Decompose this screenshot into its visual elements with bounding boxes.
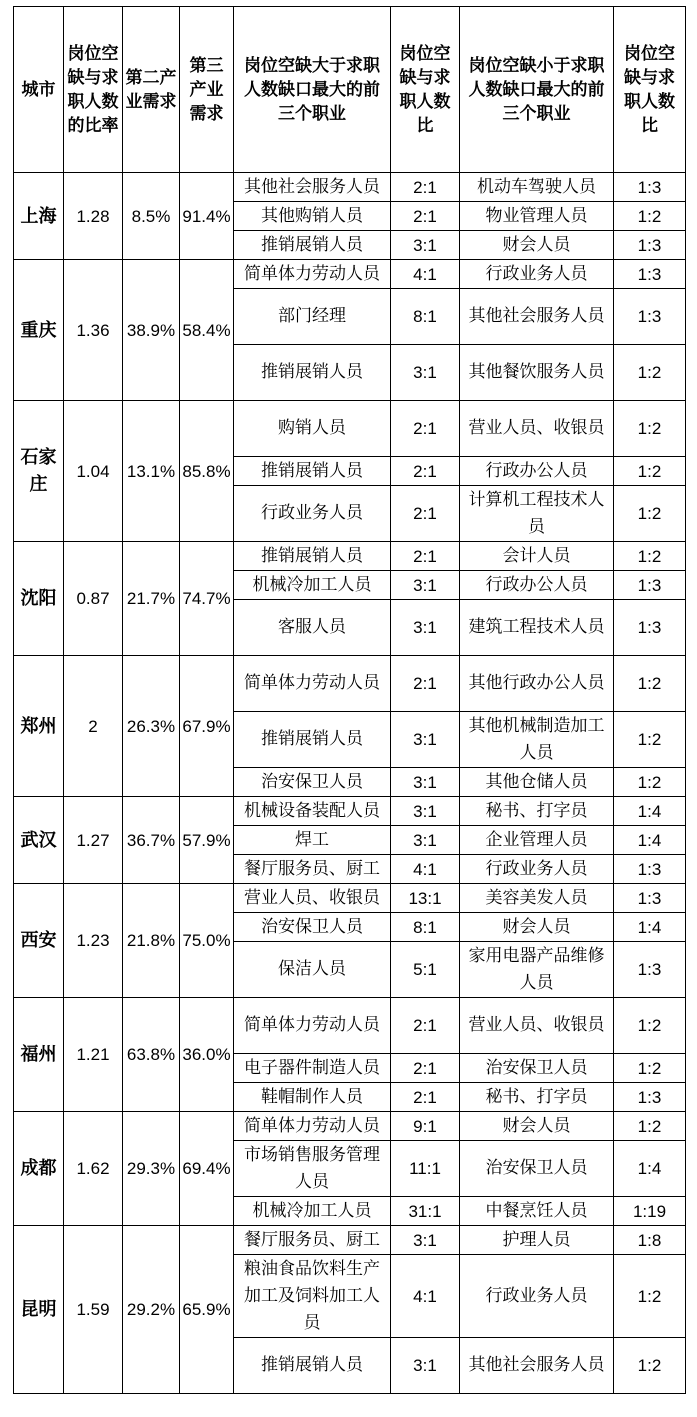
surplus-occupation: 其他仓储人员 bbox=[460, 768, 614, 797]
header-city: 城市 bbox=[14, 7, 64, 173]
shortage-ratio: 4:1 bbox=[391, 1255, 460, 1338]
city-ratio: 1.21 bbox=[64, 998, 123, 1112]
city-name: 上海 bbox=[14, 173, 64, 260]
secondary-demand: 26.3% bbox=[123, 656, 180, 797]
secondary-demand: 21.8% bbox=[123, 884, 180, 998]
surplus-ratio: 1:2 bbox=[614, 1054, 686, 1083]
table-row bbox=[14, 797, 686, 826]
city-ratio: 0.87 bbox=[64, 542, 123, 656]
surplus-ratio: 1:2 bbox=[614, 768, 686, 797]
shortage-occupation: 推销展销人员 bbox=[234, 345, 391, 401]
surplus-ratio: 1:2 bbox=[614, 1255, 686, 1338]
surplus-ratio: 1:3 bbox=[614, 855, 686, 884]
surplus-occupation: 行政业务人员 bbox=[460, 260, 614, 289]
city-name: 福州 bbox=[14, 998, 64, 1112]
surplus-occupation: 秘书、打字员 bbox=[460, 1083, 614, 1112]
shortage-occupation: 推销展销人员 bbox=[234, 457, 391, 486]
surplus-occupation: 计算机工程技术人员 bbox=[460, 486, 614, 542]
shortage-ratio: 3:1 bbox=[391, 231, 460, 260]
surplus-ratio: 1:4 bbox=[614, 826, 686, 855]
shortage-ratio: 31:1 bbox=[391, 1197, 460, 1226]
surplus-occupation: 其他行政办公人员 bbox=[460, 656, 614, 712]
table-row bbox=[14, 542, 686, 571]
surplus-occupation: 行政办公人员 bbox=[460, 457, 614, 486]
tertiary-demand: 85.8% bbox=[180, 401, 234, 542]
surplus-occupation: 财会人员 bbox=[460, 913, 614, 942]
shortage-occupation: 简单体力劳动人员 bbox=[234, 1112, 391, 1141]
shortage-ratio: 2:1 bbox=[391, 457, 460, 486]
table-row bbox=[14, 1112, 686, 1141]
city-ratio: 1.28 bbox=[64, 173, 123, 260]
surplus-occupation: 美容美发人员 bbox=[460, 884, 614, 913]
shortage-ratio: 5:1 bbox=[391, 942, 460, 998]
surplus-ratio: 1:3 bbox=[614, 1083, 686, 1112]
shortage-occupation: 机械冷加工人员 bbox=[234, 1197, 391, 1226]
secondary-demand: 63.8% bbox=[123, 998, 180, 1112]
city-ratio: 1.27 bbox=[64, 797, 123, 884]
city-ratio: 1.23 bbox=[64, 884, 123, 998]
surplus-ratio: 1:2 bbox=[614, 542, 686, 571]
shortage-ratio: 3:1 bbox=[391, 345, 460, 401]
surplus-ratio: 1:4 bbox=[614, 797, 686, 826]
table-row bbox=[14, 260, 686, 289]
shortage-occupation: 简单体力劳动人员 bbox=[234, 656, 391, 712]
secondary-demand: 36.7% bbox=[123, 797, 180, 884]
shortage-occupation: 餐厅服务员、厨工 bbox=[234, 1226, 391, 1255]
shortage-ratio: 3:1 bbox=[391, 712, 460, 768]
shortage-ratio: 4:1 bbox=[391, 855, 460, 884]
surplus-ratio: 1:2 bbox=[614, 345, 686, 401]
shortage-ratio: 9:1 bbox=[391, 1112, 460, 1141]
table-row bbox=[14, 656, 686, 712]
surplus-ratio: 1:2 bbox=[614, 401, 686, 457]
shortage-ratio: 3:1 bbox=[391, 826, 460, 855]
shortage-occupation: 机械设备装配人员 bbox=[234, 797, 391, 826]
shortage-ratio: 2:1 bbox=[391, 486, 460, 542]
surplus-ratio: 1:2 bbox=[614, 712, 686, 768]
tertiary-demand: 36.0% bbox=[180, 998, 234, 1112]
shortage-occupation: 机械冷加工人员 bbox=[234, 571, 391, 600]
shortage-occupation: 推销展销人员 bbox=[234, 231, 391, 260]
surplus-occupation: 其他社会服务人员 bbox=[460, 1338, 614, 1394]
surplus-occupation: 企业管理人员 bbox=[460, 826, 614, 855]
surplus-occupation: 财会人员 bbox=[460, 231, 614, 260]
shortage-occupation: 推销展销人员 bbox=[234, 1338, 391, 1394]
shortage-occupation: 购销人员 bbox=[234, 401, 391, 457]
surplus-occupation: 其他餐饮服务人员 bbox=[460, 345, 614, 401]
surplus-occupation: 秘书、打字员 bbox=[460, 797, 614, 826]
secondary-demand: 38.9% bbox=[123, 260, 180, 401]
city-name: 沈阳 bbox=[14, 542, 64, 656]
surplus-ratio: 1:2 bbox=[614, 998, 686, 1054]
secondary-demand: 29.2% bbox=[123, 1226, 180, 1394]
header-row bbox=[14, 7, 686, 173]
surplus-ratio: 1:3 bbox=[614, 884, 686, 913]
surplus-occupation: 行政业务人员 bbox=[460, 1255, 614, 1338]
surplus-occupation: 物业管理人员 bbox=[460, 202, 614, 231]
tertiary-demand: 65.9% bbox=[180, 1226, 234, 1394]
shortage-ratio: 3:1 bbox=[391, 1226, 460, 1255]
surplus-ratio: 1:2 bbox=[614, 457, 686, 486]
surplus-occupation: 其他机械制造加工人员 bbox=[460, 712, 614, 768]
surplus-occupation: 机动车驾驶人员 bbox=[460, 173, 614, 202]
shortage-occupation: 治安保卫人员 bbox=[234, 913, 391, 942]
shortage-occupation: 鞋帽制作人员 bbox=[234, 1083, 391, 1112]
header-top-surplus-ratio: 岗位空缺与求职人数比 bbox=[614, 7, 686, 173]
shortage-occupation: 焊工 bbox=[234, 826, 391, 855]
shortage-ratio: 2:1 bbox=[391, 542, 460, 571]
shortage-occupation: 餐厅服务员、厨工 bbox=[234, 855, 391, 884]
surplus-ratio: 1:3 bbox=[614, 231, 686, 260]
tertiary-demand: 57.9% bbox=[180, 797, 234, 884]
shortage-ratio: 4:1 bbox=[391, 260, 460, 289]
shortage-ratio: 3:1 bbox=[391, 600, 460, 656]
surplus-occupation: 财会人员 bbox=[460, 1112, 614, 1141]
surplus-ratio: 1:2 bbox=[614, 656, 686, 712]
shortage-occupation: 简单体力劳动人员 bbox=[234, 998, 391, 1054]
tertiary-demand: 74.7% bbox=[180, 542, 234, 656]
surplus-occupation: 行政办公人员 bbox=[460, 571, 614, 600]
shortage-occupation: 电子器件制造人员 bbox=[234, 1054, 391, 1083]
surplus-occupation: 营业人员、收银员 bbox=[460, 998, 614, 1054]
surplus-ratio: 1:3 bbox=[614, 600, 686, 656]
header-top-shortage: 岗位空缺大于求职人数缺口最大的前三个职业 bbox=[234, 7, 391, 173]
surplus-ratio: 1:3 bbox=[614, 942, 686, 998]
table-row bbox=[14, 1226, 686, 1255]
secondary-demand: 13.1% bbox=[123, 401, 180, 542]
surplus-occupation: 会计人员 bbox=[460, 542, 614, 571]
shortage-ratio: 11:1 bbox=[391, 1141, 460, 1197]
shortage-ratio: 13:1 bbox=[391, 884, 460, 913]
shortage-ratio: 2:1 bbox=[391, 656, 460, 712]
city-name: 石家庄 bbox=[14, 401, 64, 542]
surplus-occupation: 行政业务人员 bbox=[460, 855, 614, 884]
header-tertiary: 第三产业需求 bbox=[180, 7, 234, 173]
shortage-ratio: 3:1 bbox=[391, 797, 460, 826]
shortage-occupation: 简单体力劳动人员 bbox=[234, 260, 391, 289]
shortage-occupation: 推销展销人员 bbox=[234, 712, 391, 768]
surplus-ratio: 1:3 bbox=[614, 289, 686, 345]
table-body bbox=[14, 173, 686, 1394]
surplus-occupation: 营业人员、收银员 bbox=[460, 401, 614, 457]
tertiary-demand: 75.0% bbox=[180, 884, 234, 998]
shortage-occupation: 部门经理 bbox=[234, 289, 391, 345]
surplus-occupation: 治安保卫人员 bbox=[460, 1054, 614, 1083]
tertiary-demand: 67.9% bbox=[180, 656, 234, 797]
surplus-ratio: 1:4 bbox=[614, 913, 686, 942]
header-top-shortage-ratio: 岗位空缺与求职人数比 bbox=[391, 7, 460, 173]
shortage-ratio: 2:1 bbox=[391, 202, 460, 231]
header-secondary: 第二产业需求 bbox=[123, 7, 180, 173]
surplus-occupation: 治安保卫人员 bbox=[460, 1141, 614, 1197]
surplus-ratio: 1:3 bbox=[614, 173, 686, 202]
shortage-occupation: 客服人员 bbox=[234, 600, 391, 656]
shortage-ratio: 2:1 bbox=[391, 998, 460, 1054]
shortage-occupation: 治安保卫人员 bbox=[234, 768, 391, 797]
city-ratio: 1.62 bbox=[64, 1112, 123, 1226]
shortage-ratio: 8:1 bbox=[391, 289, 460, 345]
surplus-occupation: 其他社会服务人员 bbox=[460, 289, 614, 345]
employment-table bbox=[13, 6, 686, 1394]
city-ratio: 1.36 bbox=[64, 260, 123, 401]
city-name: 郑州 bbox=[14, 656, 64, 797]
shortage-occupation: 其他购销人员 bbox=[234, 202, 391, 231]
shortage-occupation: 行政业务人员 bbox=[234, 486, 391, 542]
shortage-ratio: 2:1 bbox=[391, 1083, 460, 1112]
shortage-ratio: 3:1 bbox=[391, 571, 460, 600]
surplus-ratio: 1:4 bbox=[614, 1141, 686, 1197]
surplus-ratio: 1:19 bbox=[614, 1197, 686, 1226]
shortage-occupation: 粮油食品饮料生产加工及饲料加工人员 bbox=[234, 1255, 391, 1338]
secondary-demand: 29.3% bbox=[123, 1112, 180, 1226]
shortage-occupation: 营业人员、收银员 bbox=[234, 884, 391, 913]
shortage-occupation: 市场销售服务管理人员 bbox=[234, 1141, 391, 1197]
city-ratio: 1.04 bbox=[64, 401, 123, 542]
tertiary-demand: 58.4% bbox=[180, 260, 234, 401]
shortage-occupation: 推销展销人员 bbox=[234, 542, 391, 571]
city-name: 西安 bbox=[14, 884, 64, 998]
shortage-ratio: 3:1 bbox=[391, 768, 460, 797]
header-top-surplus: 岗位空缺小于求职人数缺口最大的前三个职业 bbox=[460, 7, 614, 173]
surplus-ratio: 1:2 bbox=[614, 1338, 686, 1394]
secondary-demand: 21.7% bbox=[123, 542, 180, 656]
surplus-ratio: 1:2 bbox=[614, 202, 686, 231]
shortage-ratio: 3:1 bbox=[391, 1338, 460, 1394]
surplus-ratio: 1:3 bbox=[614, 260, 686, 289]
surplus-ratio: 1:2 bbox=[614, 1112, 686, 1141]
tertiary-demand: 69.4% bbox=[180, 1112, 234, 1226]
shortage-occupation: 其他社会服务人员 bbox=[234, 173, 391, 202]
shortage-occupation: 保洁人员 bbox=[234, 942, 391, 998]
city-name: 武汉 bbox=[14, 797, 64, 884]
table-row bbox=[14, 998, 686, 1054]
surplus-occupation: 中餐烹饪人员 bbox=[460, 1197, 614, 1226]
city-ratio: 2 bbox=[64, 656, 123, 797]
table-row bbox=[14, 401, 686, 457]
surplus-occupation: 家用电器产品维修人员 bbox=[460, 942, 614, 998]
shortage-ratio: 8:1 bbox=[391, 913, 460, 942]
city-ratio: 1.59 bbox=[64, 1226, 123, 1394]
secondary-demand: 8.5% bbox=[123, 173, 180, 260]
surplus-occupation: 建筑工程技术人员 bbox=[460, 600, 614, 656]
surplus-ratio: 1:8 bbox=[614, 1226, 686, 1255]
shortage-ratio: 2:1 bbox=[391, 1054, 460, 1083]
table-row bbox=[14, 173, 686, 202]
surplus-ratio: 1:3 bbox=[614, 571, 686, 600]
surplus-occupation: 护理人员 bbox=[460, 1226, 614, 1255]
tertiary-demand: 91.4% bbox=[180, 173, 234, 260]
city-name: 昆明 bbox=[14, 1226, 64, 1394]
header-ratio: 岗位空缺与求职人数的比率 bbox=[64, 7, 123, 173]
city-name: 成都 bbox=[14, 1112, 64, 1226]
table-row bbox=[14, 884, 686, 913]
surplus-ratio: 1:2 bbox=[614, 486, 686, 542]
shortage-ratio: 2:1 bbox=[391, 173, 460, 202]
city-name: 重庆 bbox=[14, 260, 64, 401]
shortage-ratio: 2:1 bbox=[391, 401, 460, 457]
